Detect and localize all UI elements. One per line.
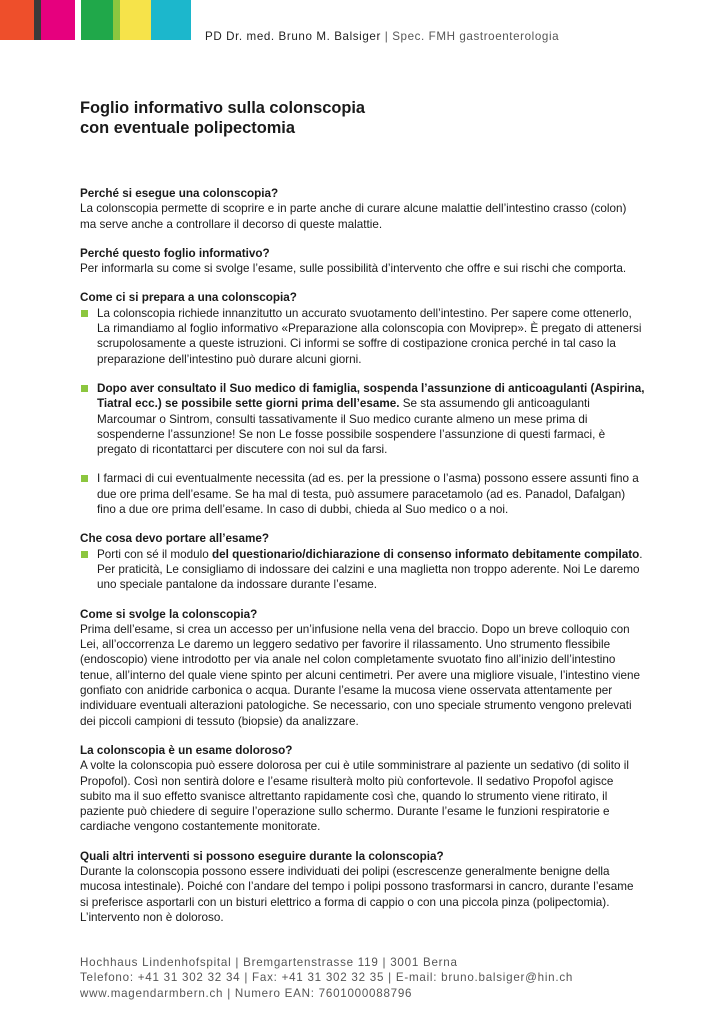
footer-website-ean: www.magendarmbern.ch | Numero EAN: 7601000088796	[80, 986, 413, 1000]
color-block-green	[81, 0, 113, 40]
document-body	[80, 186, 645, 939]
bullet-square-icon	[81, 551, 88, 558]
section-text: Prima dell’esame, si crea un accesso per un’infusione nella vena del braccio. Dopo un breve colloquio con Lei, all’occorrenza Le daremo un leggero sedativo per favorire il rilassamento. Uno strumento flessibile (endoscopio) viene introdotto per via anale nel colon completamente svuotato fino all’inizio dell’intestino tenue, all’interno del quale viene spinto per alcuni centimetri. Per avere una migliore visuale, l’intestino viene gonfiato con anidride carbonica o acqua. Durante l’esame la mucosa viene osservata attentamente per individuare eventuali alterazioni patologiche. Se necessario, con uno speciale strumento vengono prelevati dei piccoli campioni di tessuto (biopsie) da analizzare.	[80, 622, 641, 728]
section-heading: Come si svolge la colonscopia?	[80, 607, 258, 621]
title-line-1: Foglio informativo sulla colonscopia	[80, 99, 366, 117]
bullet-bold-text: Dopo aver consultato il Suo medico di famiglia, sospenda l’assunzione di anticoagulanti (Aspirina, Tiatral ecc.) se possibile sette giorni prima dell’esame.	[97, 381, 645, 411]
color-block-orange	[0, 0, 34, 40]
document-title	[80, 98, 640, 138]
bullet-bold-text: del questionario/dichiarazione di consenso informato debitamente compilato	[211, 547, 640, 561]
bullet-text: La colonscopia richiede innanzitutto un accurato svuotamento dell’intestino. Per sapere come ottenerlo, La rimandiamo al foglio informativo «Preparazione alla colonscopia con Moviprep». È pregato di attenersi scrupolosamente a queste istruzioni. Ci informi se soffre di costipazione cronica perché in tal caso la preparazione dell’intestino può durare alcuni giorni.	[97, 306, 642, 366]
section-pain	[80, 743, 645, 835]
section-text: A volte la colonscopia può essere dolorosa per cui è utile somministrare al paziente un sedativo (di solito il Propofol). Così non sentirà dolore e l’esame risulterà molto più confortevole. Il sedativo Propofol agisce subito ma il suo effetto svanisce altrettanto rapidamente così che, quando lo strumento viene ritirato, il paziente può chiedere di seguire l’operazione sullo schermo. Durante l’esame le funzioni respiratorie e cardiache vengono costantemente monitorate.	[80, 759, 629, 834]
footer-phone-fax-email: Telefono: +41 31 302 32 34 | Fax: +41 31 302 32 35 | E-mail: bruno.balsiger@hin.ch	[80, 971, 574, 985]
section-leaflet	[80, 246, 645, 277]
section-text: Durante la colonscopia possono essere individuati dei polipi (escrescenze generalmente benigne della mucosa intestinale). Poiché con l’andare del tempo i polipi possono trasformarsi in cancro, durante l’esame si preferisce asportarli con un bisturi elettrico a forma di cappio o con una piccola pinza (polipectomia). L’intervento non è doloroso.	[80, 864, 634, 924]
list-item	[80, 547, 645, 593]
footer-address: Hochhaus Lindenhofspital | Bremgartenstrasse 119 | 3001 Berna	[80, 956, 458, 969]
section-other-interventions	[80, 849, 645, 925]
color-block-dark	[34, 0, 41, 40]
section-preparation	[80, 290, 645, 517]
section-heading: La colonscopia è un esame doloroso?	[80, 743, 293, 757]
section-heading: Perché questo foglio informativo?	[80, 246, 270, 260]
bullet-square-icon	[81, 475, 88, 482]
bullet-square-icon	[81, 310, 88, 317]
list-item	[80, 471, 645, 517]
list-item	[80, 381, 645, 457]
list-item	[80, 306, 645, 367]
title-line-2: con eventuale polipectomia	[80, 119, 295, 137]
color-block-cyan	[151, 0, 191, 40]
header-separator: |	[384, 30, 389, 43]
section-procedure	[80, 607, 645, 729]
bullet-text: Se sta assumendo gli anticoagulanti Marcoumar o Sintrom, consulti tassativamente il Suo medico curante almeno un mese prima di sospenderne l’assunzione! Se non Le fosse possibile sospendere l’assunzione di questi farmaci, è pregato di ricontattarci per discutere con noi sul da farsi.	[97, 397, 606, 457]
section-text: La colonscopia permette di scoprire e in parte anche di curare alcune malattie dell’intestino crasso (colon) ma serve anche a controllare il decorso di queste malattie.	[80, 202, 627, 231]
footer-contact	[80, 955, 680, 1001]
section-heading: Quali altri interventi si possono eseguire durante la colonscopia?	[80, 849, 444, 863]
bullet-square-icon	[81, 385, 88, 392]
section-why	[80, 186, 645, 232]
bullet-text: Porti con sé il modulo	[97, 547, 212, 561]
doctor-name: PD Dr. med. Bruno M. Balsiger	[205, 30, 381, 43]
section-bring	[80, 531, 645, 592]
letterhead	[205, 30, 725, 43]
color-block-magenta	[41, 0, 75, 40]
section-text: Per informarla su come si svolge l’esame, sulle possibilità d’intervento che offre e sui rischi che comporta.	[80, 262, 627, 276]
section-heading: Come ci si prepara a una colonscopia?	[80, 291, 297, 305]
color-block-lime	[113, 0, 120, 40]
doctor-specialty: Spec. FMH gastroenterologia	[392, 30, 560, 43]
color-block-yellow	[120, 0, 151, 40]
bullet-text: . Per praticità, Le consigliamo di indossare dei calzini e una maglietta non troppo aderente. Noi Le daremo uno speciale pantalone da indossare durante l’esame.	[97, 547, 643, 592]
section-heading: Perché si esegue una colonscopia?	[80, 187, 279, 200]
section-heading: Che cosa devo portare all’esame?	[80, 532, 270, 546]
bullet-text: I farmaci di cui eventualmente necessita (ad es. per la pressione o l’asma) possono essere assunti fino a due ore prima dell’esame. Se ha mal di testa, può assumere paracetamolo (ad es. Panadol, Dafalgan) fino a due ore prima dell’esame. In caso di dubbi, chieda al Suo medico o a noi.	[97, 472, 639, 517]
